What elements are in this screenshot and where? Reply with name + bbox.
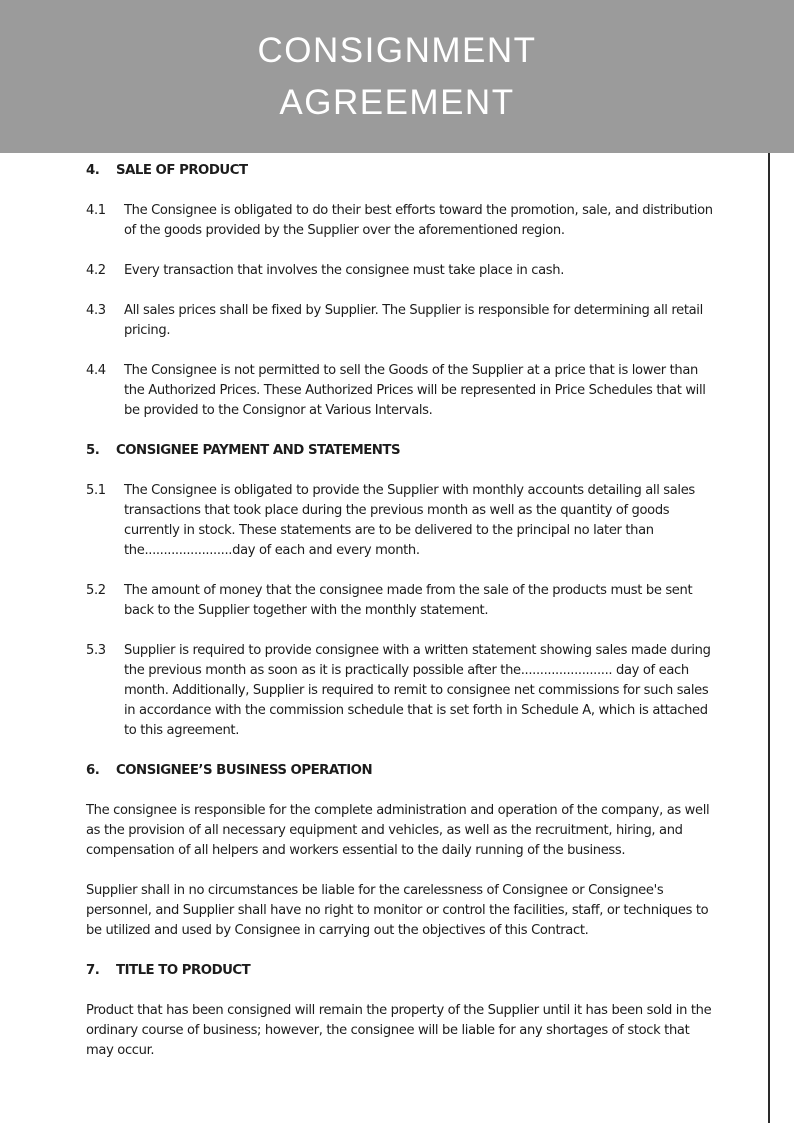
clause-text: The Consignee is obligated to provide the Supplier with monthly accounts detailing all sales transactions that took place during the previous month as well as the quantity of goods currently in stock. These statements are to be delivered to the principal no later than the.......................day of each and every month. <box>124 483 695 558</box>
section-number: 4. <box>86 163 100 178</box>
document-body <box>86 161 716 1061</box>
clause-text: Supplier is required to provide consignee with a written statement showing sales made during the previous month as soon as it is practically possible after the........................ day of each month. Additionally, Supplier is required to remit to consignee net commissions for such sales in accordance with the commission schedule that is set forth in Schedule A, which is attached to this agreement. <box>124 643 711 738</box>
clause-number: 4.1 <box>86 203 106 218</box>
clause-number: 5.3 <box>86 643 106 658</box>
clause-5-3 <box>86 641 716 741</box>
clause-text: The Consignee is obligated to do their best efforts toward the promotion, sale, and distribution of the goods provided by the Supplier over the aforementioned region. <box>124 203 713 238</box>
section-number: 5. <box>86 443 100 458</box>
title-banner <box>0 0 794 153</box>
section-heading-5 <box>86 441 716 461</box>
section-title: TITLE TO PRODUCT <box>116 963 251 978</box>
section-heading-7 <box>86 961 716 981</box>
clause-5-1 <box>86 481 716 561</box>
clause-4-3 <box>86 301 716 341</box>
paragraph: The consignee is responsible for the complete administration and operation of the company, as well as the provision of all necessary equipment and vehicles, as well as the recruitment, hiring, and compensation of all helpers and workers essential to the daily running of the business. <box>86 803 710 858</box>
clause-number: 4.4 <box>86 363 106 378</box>
section-title: SALE OF PRODUCT <box>116 163 248 178</box>
clause-number: 4.3 <box>86 303 106 318</box>
clause-4-2 <box>86 261 716 281</box>
document-title: CONSIGNMENT AGREEMENT <box>257 30 537 122</box>
section-heading-4 <box>86 161 716 181</box>
clause-5-2 <box>86 581 716 621</box>
section-heading-6 <box>86 761 716 781</box>
clause-number: 5.2 <box>86 583 106 598</box>
clause-text: The Consignee is not permitted to sell the Goods of the Supplier at a price that is lower than the Authorized Prices. These Authorized Prices will be represented in Price Schedules that will be provided to the Consignor at Various Intervals. <box>124 363 706 418</box>
paragraph: Product that has been consigned will remain the property of the Supplier until it has been sold in the ordinary course of business; however, the consignee will be liable for any shortages of stock that may occur. <box>86 1003 712 1058</box>
clause-4-4 <box>86 361 716 421</box>
clause-4-1 <box>86 201 716 241</box>
clause-text: The amount of money that the consignee made from the sale of the products must be sent back to the Supplier together with the monthly statement. <box>124 583 693 618</box>
section-title: CONSIGNEE PAYMENT AND STATEMENTS <box>116 443 401 458</box>
clause-text: All sales prices shall be fixed by Supplier. The Supplier is responsible for determining all retail pricing. <box>124 303 703 338</box>
section-number: 7. <box>86 963 100 978</box>
section-title: CONSIGNEE’S BUSINESS OPERATION <box>116 763 373 778</box>
paragraph: Supplier shall in no circumstances be liable for the carelessness of Consignee or Consignee's personnel, and Supplier shall have no right to monitor or control the facilities, staff, or techniques to be utilized and used by Consignee in carrying out the objectives of this Contract. <box>86 883 709 938</box>
page-right-border <box>768 153 770 1123</box>
section-number: 6. <box>86 763 100 778</box>
clause-number: 5.1 <box>86 483 106 498</box>
clause-text: Every transaction that involves the consignee must take place in cash. <box>124 263 565 278</box>
clause-number: 4.2 <box>86 263 106 278</box>
